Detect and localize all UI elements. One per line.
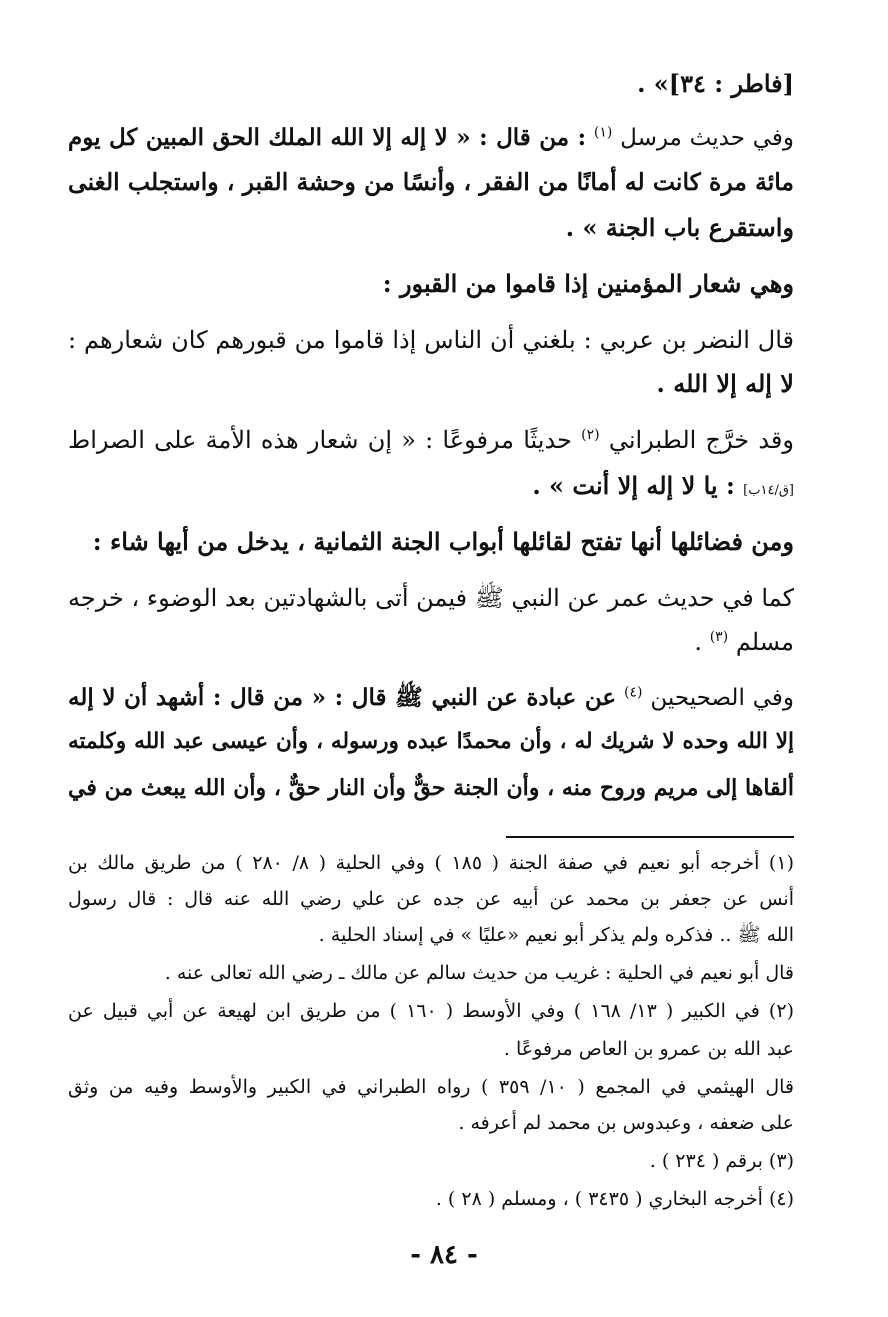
body-line-6: قال النضر بن عربي : بلغني أن الناس إذا قاموا من قبورهم كان شعارهم :	[68, 326, 795, 354]
body-line-11: كما في حديث عمر عن النبي ﷺ فيمن أتى بالشهادتين بعد الوضوء ، خرجه	[68, 584, 795, 612]
footnote-line: (٤) أخرجه البخاري ( ٣٤٣٥ ) ، ومسلم ( ٢٨ ) .	[435, 1188, 794, 1210]
body-line-4: واستقرع باب الجنة » .	[565, 213, 794, 242]
body-line-1	[68, 64, 794, 104]
body-line-15: ألقاها إلى مريم وروح منه ، وأن الجنة حقٌّ وأن النار حقٌّ ، وأن الله يبعث من في	[68, 775, 794, 801]
section-heading-1: وهي شعار المؤمنين إذا قاموا من القبور :	[382, 269, 794, 298]
text-span: مسلم	[735, 628, 794, 656]
section-heading-2: ومن فضائلها أنها تفتح لقائلها أبواب الجنة الثمانية ، يدخل من أيها شاء :	[92, 527, 794, 556]
footnote-ref-1: (١)	[593, 124, 613, 141]
manuscript-marker: [ق/١٤ب]	[743, 483, 794, 498]
footnote-ref-2: (٢)	[581, 427, 600, 443]
footnote-line: (١) أخرجه أبو نعيم في صفة الجنة ( ١٨٥ ) وفي الحلية ( ٨/ ٢٨٠ ) من طريق مالك بن	[68, 852, 794, 874]
body-line-9	[68, 466, 794, 511]
footnote-line: أنس عن جعفر بن محمد عن أبيه عن جده عن علي رضي الله عنه قال : قال رسول	[68, 888, 794, 910]
text-span: حديثًا مرفوعًا : « إن شعار هذه الأمة على الصراط	[68, 426, 572, 454]
footnote-line: (٣) برقم ( ٢٣٤ ) .	[649, 1150, 794, 1172]
page-number: - ٨٤ -	[410, 1240, 478, 1270]
footnote-line: الله ﷺ .. فذكره ولم يذكر أبو نعيم «عليًا » في إسناد الحلية .	[318, 924, 794, 946]
text-span: : يا لا إله إلا أنت » .	[532, 471, 735, 500]
footnote-line: قال أبو نعيم في الحلية : غريب من حديث سالم عن مالك ـ رضي الله تعالى عنه .	[164, 962, 794, 984]
body-line-8	[68, 420, 794, 460]
body-line-14: إلا الله وحده لا شريك له ، وأن محمدًا عبده ورسوله ، وأن عيسى عبد الله وكلمته	[68, 729, 794, 754]
footnote-line: على ضعفه ، وعبدوس بن محمد لم أعرفه .	[458, 1112, 794, 1134]
body-line-12	[68, 622, 794, 662]
footnote-separator	[506, 836, 794, 838]
body-line-3: مائة مرة كانت له أمانًا من الفقر ، وأنسًا من وحشة القبر ، واستجلب الغنى	[68, 168, 794, 196]
text-span: : من قال : « لا إله إلا الله الملك الحق المبين كل يوم	[68, 124, 587, 151]
text-span: وقد خرَّج الطبراني	[608, 426, 794, 454]
footnote-ref-3: (٣)	[709, 629, 729, 645]
footnote-line: (٢) في الكبير ( ١٣/ ١٦٨ ) وفي الأوسط ( ١٦٠ ) من طريق ابن لهيعة عن أبي قبيل عن	[68, 1000, 794, 1022]
text-span: وفي حديث مرسل	[620, 125, 794, 151]
body-line-13	[68, 678, 794, 718]
text-span: وفي الصحيحين	[650, 685, 795, 711]
body-line-2	[68, 118, 794, 158]
text-span: .	[694, 628, 703, 656]
footnote-line: عبد الله بن عمرو بن العاص مرفوعًا .	[503, 1038, 794, 1060]
body-line-7: لا إله إلا الله .	[656, 369, 794, 398]
footnote-ref-4: (٤)	[624, 684, 643, 701]
verse-reference: [فاطر : ٣٤]» .	[637, 69, 794, 98]
footnote-line: قال الهيثمي في المجمع ( ١٠/ ٣٥٩ ) رواه الطبراني في الكبير والأوسط وفيه من وثق	[68, 1076, 794, 1098]
text-span: عن عبادة عن النبي ﷺ قال : « من قال : أشهد أن لا إله	[68, 684, 617, 711]
